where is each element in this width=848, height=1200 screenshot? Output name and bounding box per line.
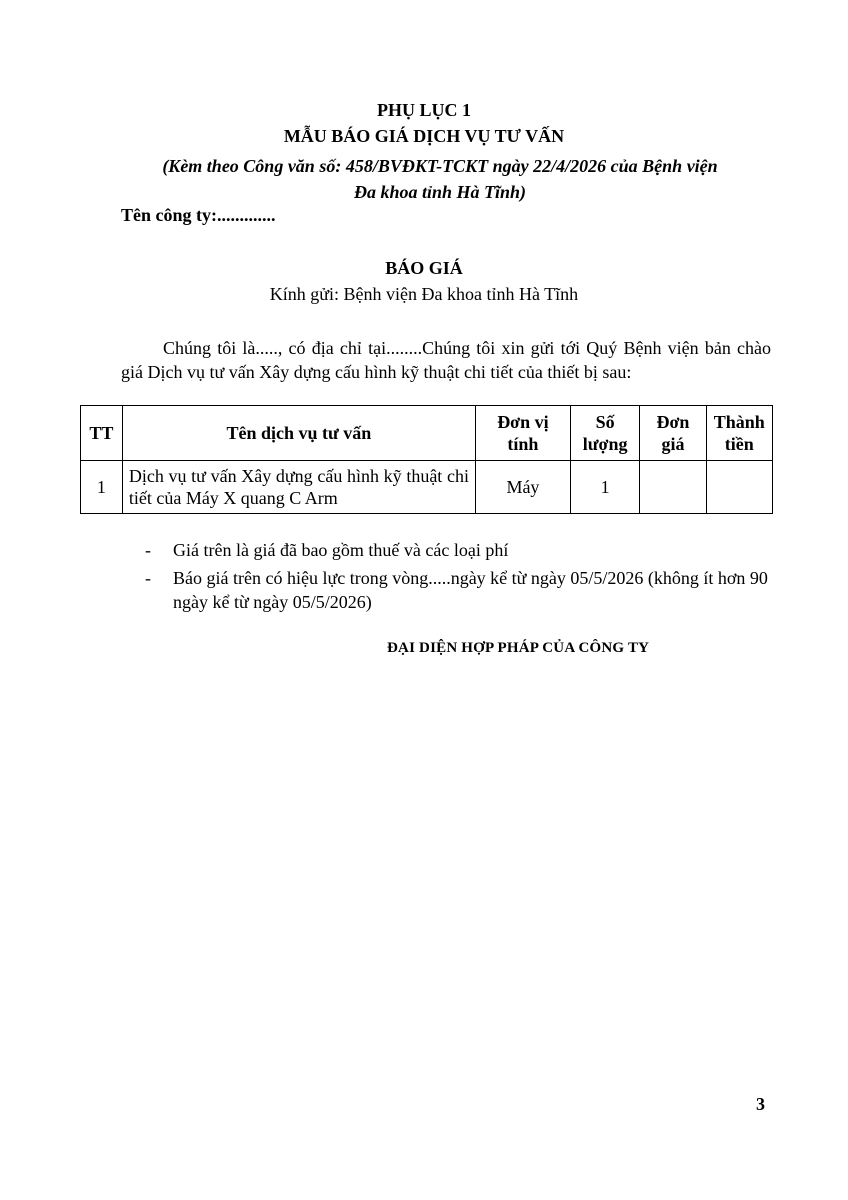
- table-header-row: [81, 406, 773, 461]
- document-title: MẪU BÁO GIÁ DỊCH VỤ TƯ VẤN: [283, 126, 565, 146]
- page-number: 3: [756, 1094, 765, 1114]
- bullet-dash: -: [145, 540, 151, 560]
- reference-line-2: Đa khoa tỉnh Hà Tĩnh): [353, 182, 527, 202]
- intro-text: Chúng tôi là....., có địa chỉ tại........Chúng tôi xin gửi tới Quý Bệnh viện bản chào giá Dịch vụ tư vấn Xây dựng cấu hình kỹ thuật chi tiết của thiết bị sau:: [121, 338, 771, 382]
- header-unit-price: Đơn giá: [640, 406, 706, 461]
- reference-note: [60, 153, 820, 205]
- cell-unit-price: [640, 461, 706, 514]
- note-item: [145, 538, 785, 562]
- note-text: Báo giá trên có hiệu lực trong vòng.....ngày kể từ ngày 05/5/2026 (không ít hơn 90 ngày kể từ ngày 05/5/2026): [173, 568, 768, 612]
- legal-representative-label: ĐẠI DIỆN HỢP PHÁP CỦA CÔNG TY: [387, 640, 650, 656]
- appendix-heading: PHỤ LỤC 1: [377, 100, 471, 120]
- cell-tt: 1: [81, 461, 123, 514]
- intro-paragraph: [121, 336, 771, 384]
- quote-title: BÁO GIÁ: [385, 258, 463, 278]
- cell-service-name: Dịch vụ tư vấn Xây dựng cấu hình kỹ thuật chi tiết của Máy X quang C Arm: [122, 461, 475, 514]
- quote-table: [80, 405, 773, 514]
- addressee-line: Kính gửi: Bệnh viện Đa khoa tỉnh Hà Tĩnh: [269, 284, 579, 304]
- note-text: Giá trên là giá đã bao gồm thuế và các loại phí: [173, 540, 509, 560]
- header-unit: Đơn vị tính: [475, 406, 570, 461]
- bullet-dash: -: [145, 568, 151, 588]
- cell-quantity: 1: [570, 461, 639, 514]
- cell-unit: Máy: [475, 461, 570, 514]
- notes-list: [145, 538, 785, 618]
- header-quantity: Số lượng: [570, 406, 639, 461]
- company-name-line: Tên công ty:.............: [121, 205, 276, 225]
- cell-total: [706, 461, 772, 514]
- header-service-name: Tên dịch vụ tư vấn: [122, 406, 475, 461]
- note-item: [145, 566, 785, 614]
- header-total: Thành tiền: [706, 406, 772, 461]
- header-tt: TT: [81, 406, 123, 461]
- table-row: [81, 461, 773, 514]
- reference-line-1: (Kèm theo Công văn số: 458/BVĐKT-TCKT ngày 22/4/2026 của Bệnh viện: [162, 156, 718, 176]
